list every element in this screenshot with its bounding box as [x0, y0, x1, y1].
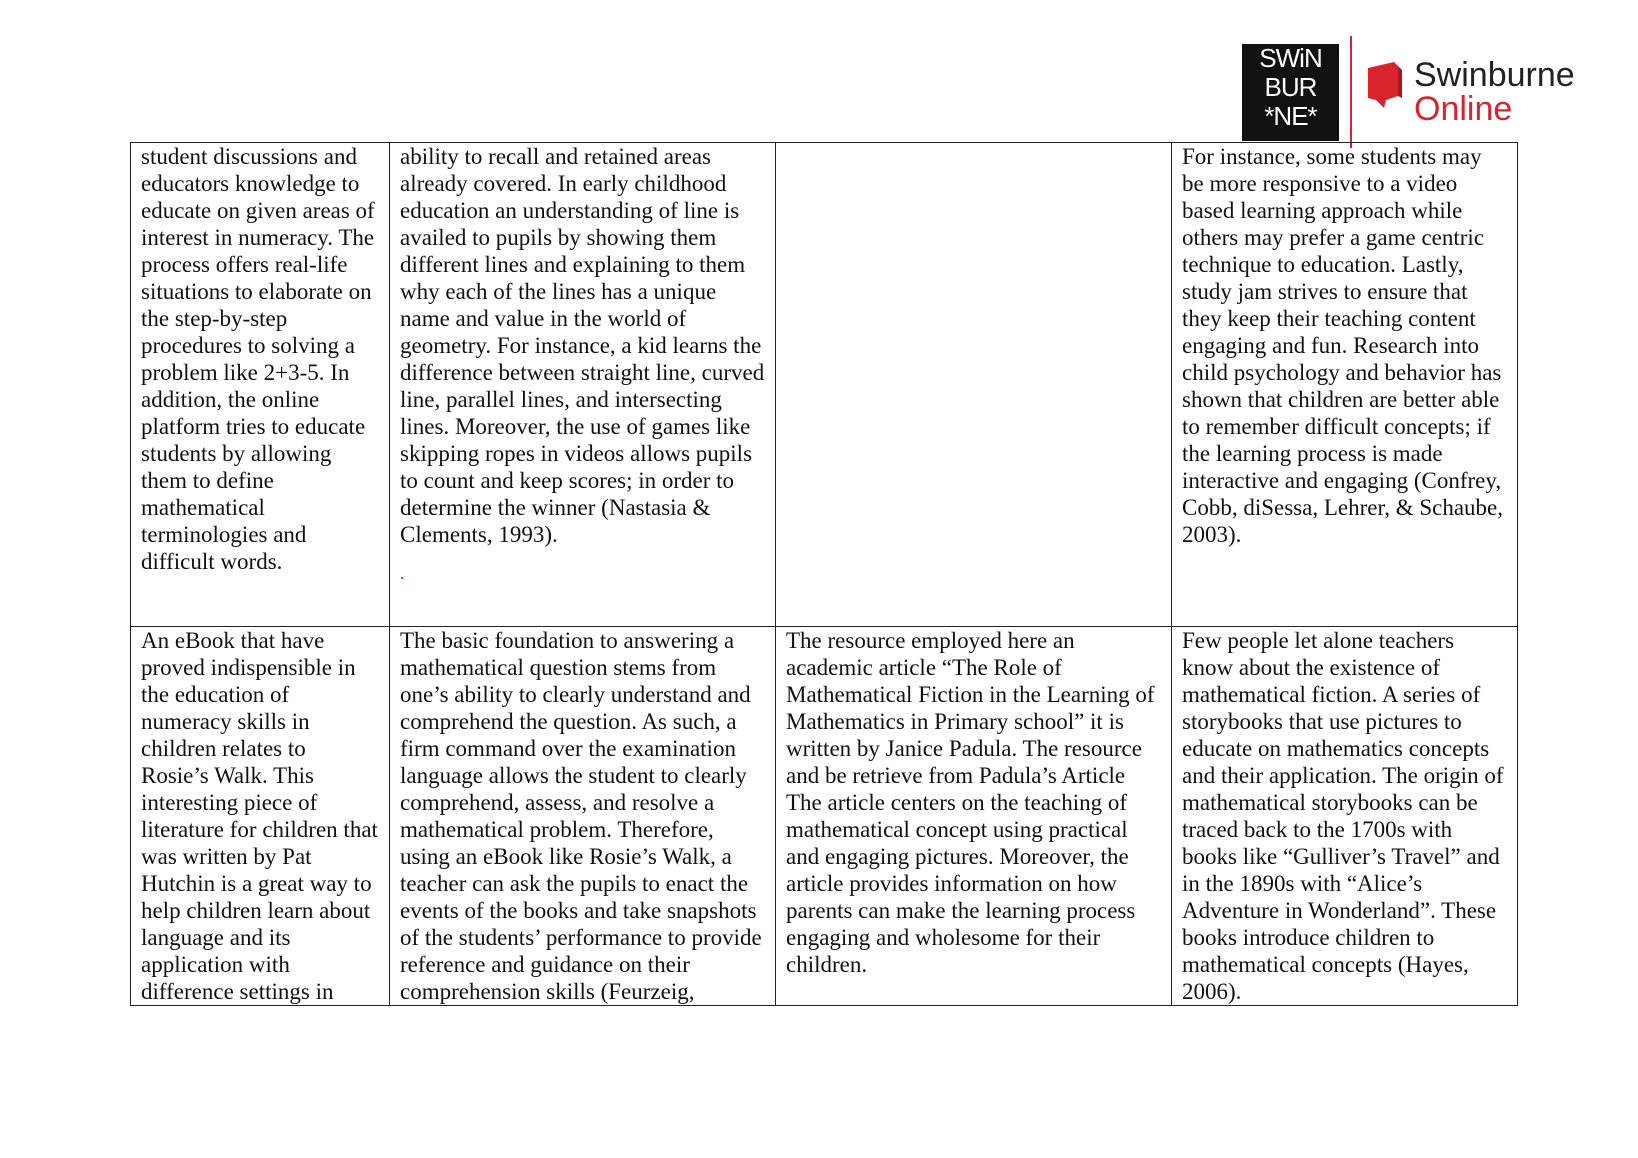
table-cell [390, 627, 776, 1006]
logo-box-line-2: BUR [1264, 72, 1317, 102]
resource-table [130, 142, 1518, 1006]
table-cell [776, 143, 1172, 627]
table-cell [776, 627, 1172, 1006]
cell-text: student discussions and educators knowledge to educate on given areas of interest in numeracy. The process offers real-life situations to elaborate on the step-by-step procedures to solving a problem like 2+3-5. In addition, the online platform tries to educate students by allowing them to define mathematical terminologies and difficult words. [141, 144, 375, 574]
table-row [131, 627, 1518, 1006]
table-cell [1172, 143, 1518, 627]
cell-text: An eBook that have proved indispensible in the education of numeracy skills in children relates to Rosie’s Walk. This interesting piece of literature for children that was written by Pat Hutchin is a great way to help children learn about language and its application with difference settings in [141, 628, 378, 1004]
table-cell [131, 143, 390, 627]
logo-box-line-3: *NE* [1264, 101, 1317, 131]
cell-text: For instance, some students may be more responsive to a video based learning approach while others may prefer a game centric technique to education. Lastly, study jam strives to ensure that they keep their teaching content engaging and fun. Research into child psychology and behavior has shown that children are better able to remember difficult concepts; if the learning process is made interactive and engaging (Confrey, Cobb, diSessa, Lehrer, & Schaube, 2003). [1182, 144, 1504, 547]
red-marker: . [400, 563, 405, 583]
cell-text: The basic foundation to answering a mathematical question stems from one’s ability to clearly understand and comprehend the question. As such, a firm command over the examination language allows the student to clearly comprehend, assess, and resolve a mathematical problem. Therefore, using an eBook like Rosie’s Walk, a teacher can ask the pupils to enact the events of the books and take snapshots of the students’ performance to provide reference and guidance on their comprehension skills (Feurzeig, [400, 628, 762, 1004]
cell-text: ability to recall and retained areas already covered. In early childhood education an understanding of line is availed to pupils by showing them different lines and explaining to them why each of the lines has a unique name and value in the world of geometry. For instance, a kid learns the difference between straight line, curved line, parallel lines, and intersecting lines. Moreover, the use of games like skipping ropes in videos allows pupils to count and keep scores; in order to determine the winner (Nastasia & Clements, 1993). [400, 144, 765, 547]
table-cell [390, 143, 776, 627]
logo-word-online: Online [1414, 90, 1513, 128]
logo-divider [1350, 36, 1352, 148]
table-cell [1172, 627, 1518, 1006]
cell-text: The resource employed here an academic article “The Role of Mathematical Fiction in the Learning of Mathematics in Primary school” it is written by Janice Padula. The resource and be retrieve from Padula’s Article The article centers on the teaching of mathematical concept using practical and engaging pictures. Moreover, the article provides information on how parents can make the learning process engaging and wholesome for their children. [786, 628, 1155, 977]
logo-box-line-1: SWiN [1259, 43, 1322, 73]
swinburne-online-logo [1242, 36, 1582, 146]
table-cell [131, 627, 390, 1006]
table-row [131, 143, 1518, 627]
logo-wordmark [1414, 58, 1575, 126]
logo-word-swinburne: Swinburne [1414, 56, 1575, 94]
logo-flag-icon [1364, 60, 1406, 110]
cell-text: Few people let alone teachers know about the existence of mathematical fiction. A series of storybooks that use pictures to educate on mathematics concepts and their application. The origin of mathematical storybooks can be traced back to the 1700s with books like “Gulliver’s Travel” and in the 1890s with “Alice’s Adventure in Wonderland”. These books introduce children to mathematical concepts (Hayes, 2006). [1182, 628, 1504, 1004]
swinburne-logo-box [1242, 44, 1339, 141]
